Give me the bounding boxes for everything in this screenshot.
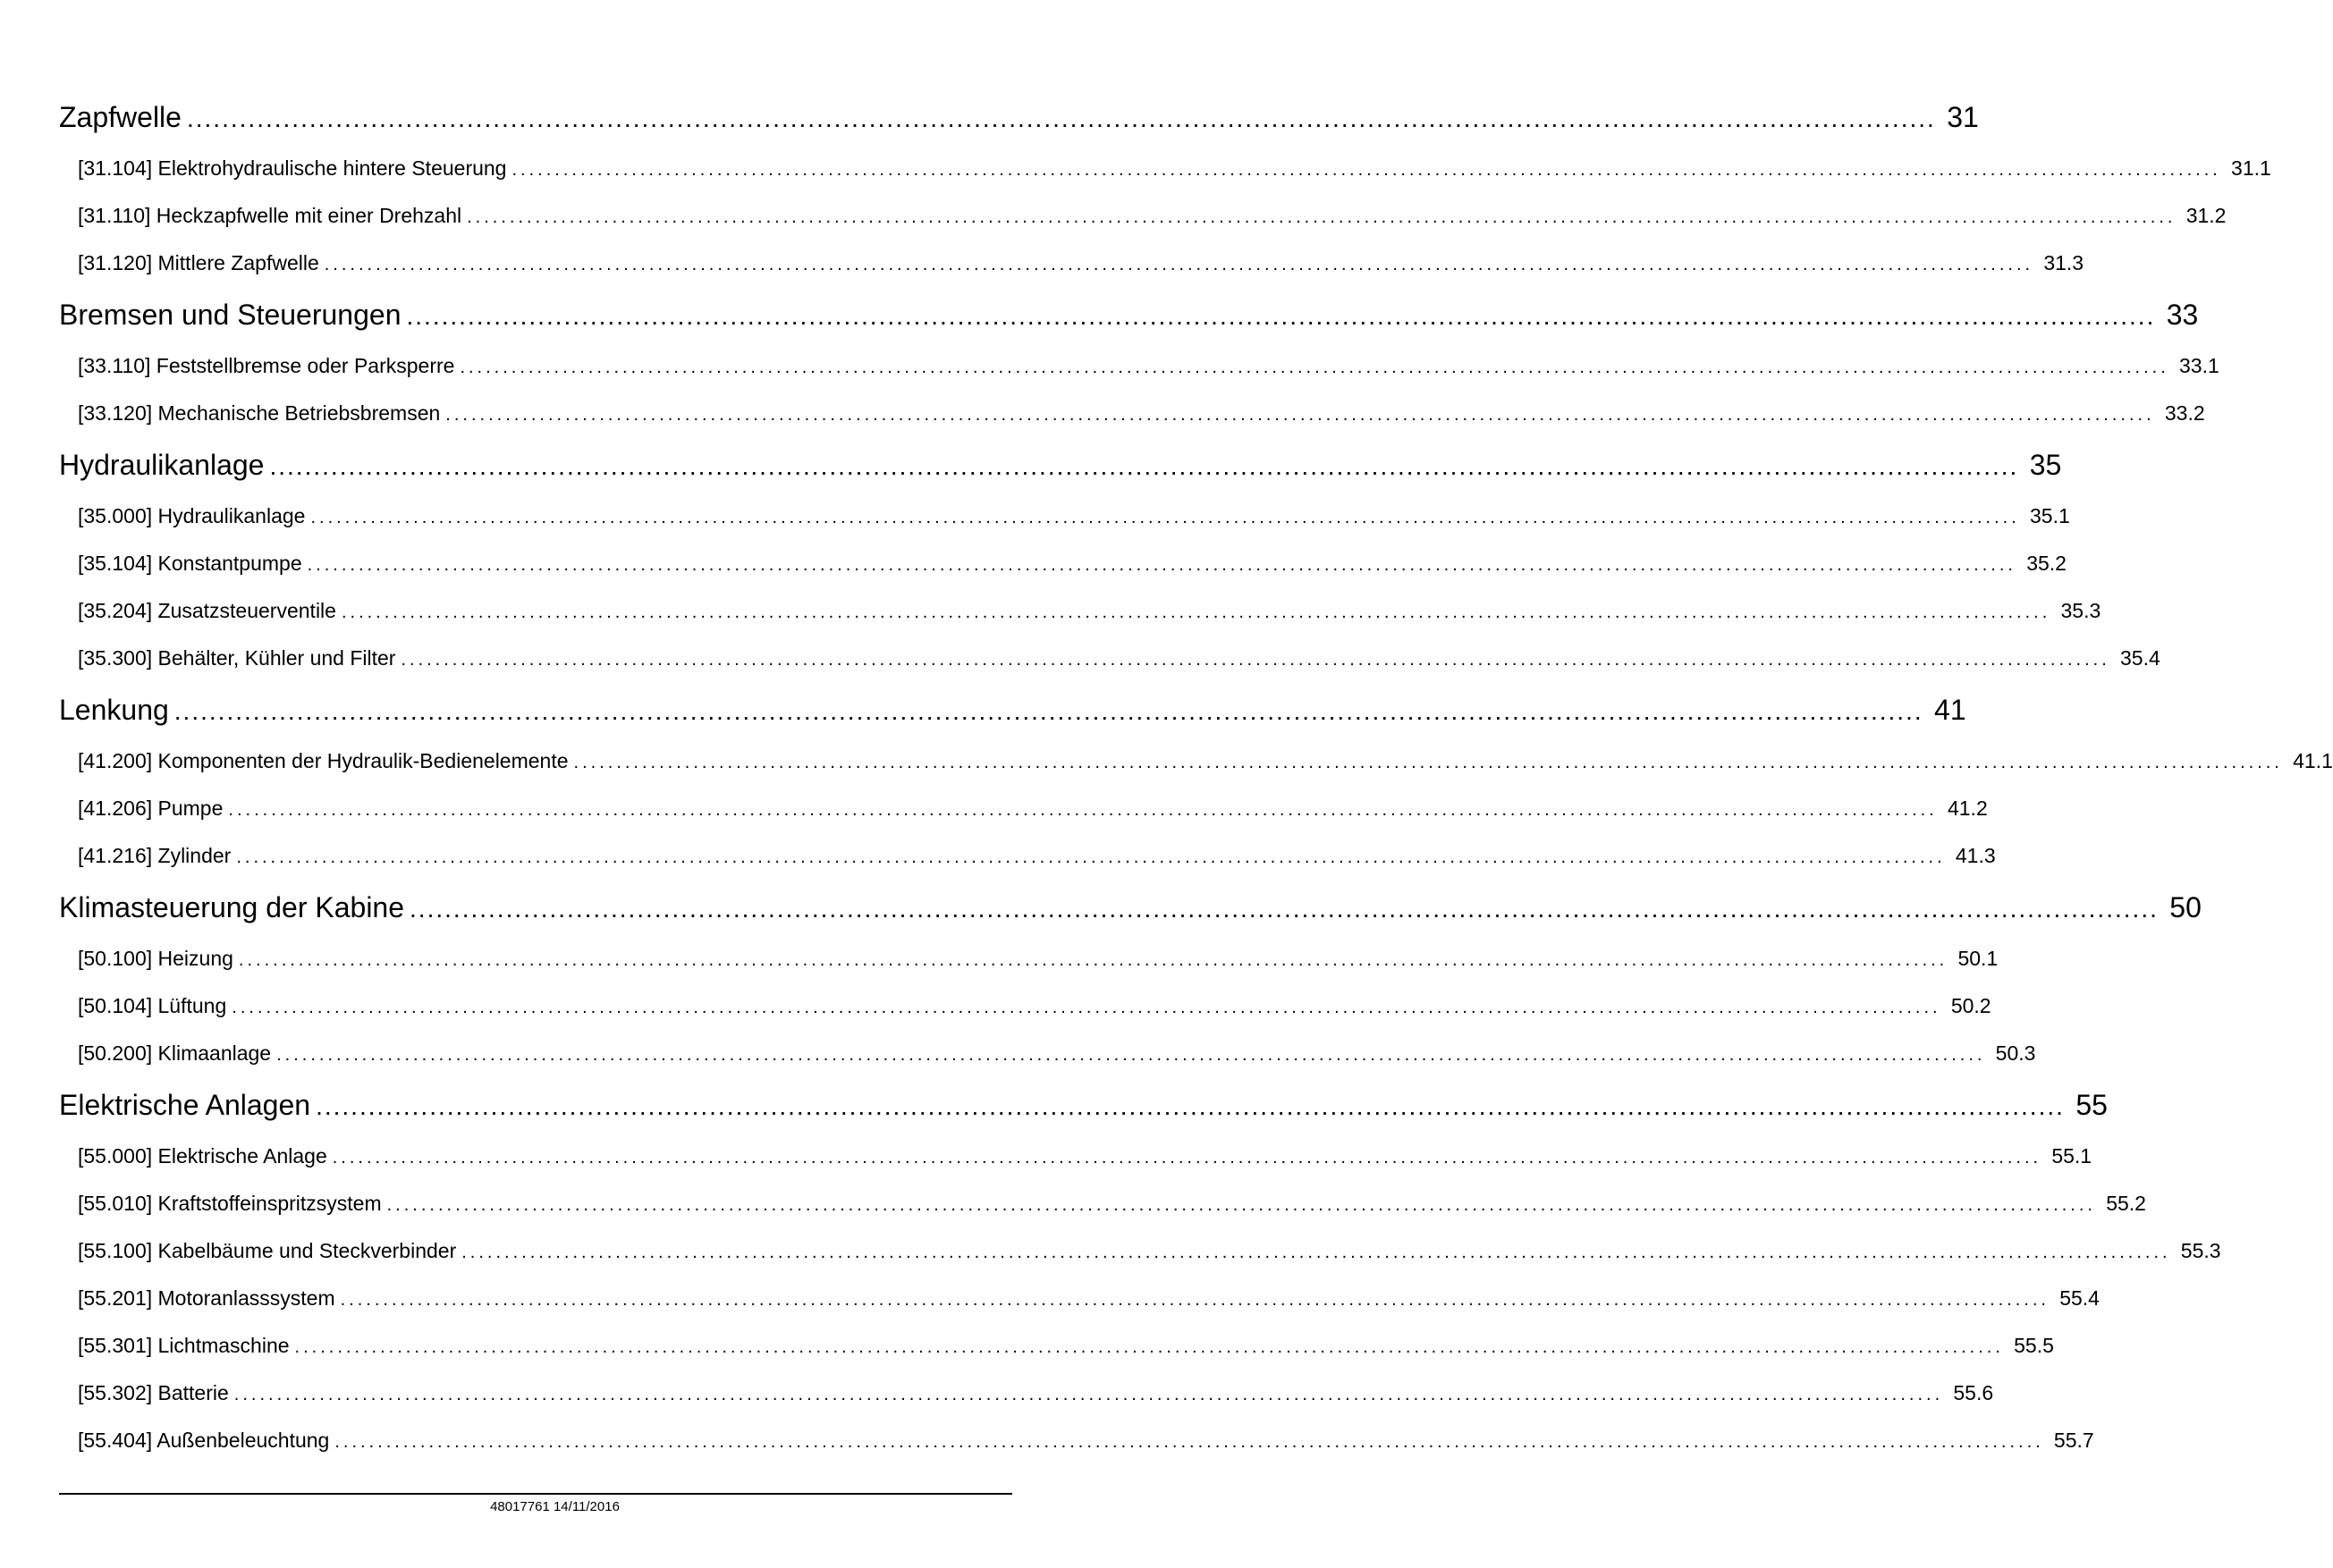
section-page-number: 50.2 xyxy=(1950,994,1991,1017)
toc-section-entry[interactable] xyxy=(59,635,2160,682)
section-page-number: 35.4 xyxy=(2120,646,2160,670)
section-title: [55.000] Elektrische Anlage xyxy=(78,1144,327,1168)
dot-leader: ........................................................................................................................................................................................................ xyxy=(573,753,2283,772)
dot-leader: ........................................................................................................................................................................................................ xyxy=(232,998,1941,1017)
toc-section-entry[interactable] xyxy=(59,1275,2100,1322)
chapter-title: Bremsen und Steuerungen xyxy=(59,299,402,331)
section-title: [35.204] Zusatzsteuerventile xyxy=(78,599,336,622)
dot-leader: ........................................................................................................................................................................................................ xyxy=(186,105,1936,132)
section-title: [55.010] Kraftstoffeinspritzsystem xyxy=(78,1192,382,1215)
dot-leader: ........................................................................................................................................................................................................ xyxy=(276,1045,1986,1065)
section-title: [35.300] Behälter, Kühler und Filter xyxy=(78,646,396,670)
section-title: [55.404] Außenbeleuchtung xyxy=(78,1429,330,1452)
toc-chapter-entry[interactable] xyxy=(59,1077,2108,1133)
toc-chapter-entry[interactable] xyxy=(59,89,1979,145)
section-page-number: 41.1 xyxy=(2293,749,2333,772)
toc-section-entry[interactable] xyxy=(59,390,2205,437)
section-page-number: 55.2 xyxy=(2106,1192,2146,1215)
section-page-number: 35.1 xyxy=(2030,504,2070,527)
dot-leader: ........................................................................................................................................................................................................ xyxy=(334,1432,2044,1452)
toc-section-entry[interactable] xyxy=(59,145,2271,192)
dot-leader: ........................................................................................................................................................................................................ xyxy=(324,255,2034,274)
dot-leader: ........................................................................................................................................................................................................ xyxy=(233,1385,1944,1404)
section-title: [55.301] Lichtmaschine xyxy=(78,1334,290,1357)
toc-section-entry[interactable] xyxy=(59,935,1999,982)
section-title: [31.120] Mittlere Zapfwelle xyxy=(78,251,319,274)
section-title: [50.100] Heizung xyxy=(78,947,233,970)
dot-leader: ........................................................................................................................................................................................................ xyxy=(294,1337,2004,1357)
section-title: [31.104] Elektrohydraulische hintere Steuerung xyxy=(78,156,507,180)
section-page-number: 55.7 xyxy=(2053,1429,2094,1452)
dot-leader: ........................................................................................................................................................................................................ xyxy=(461,1243,2171,1262)
section-title: [33.120] Mechanische Betriebsbremsen xyxy=(78,401,441,425)
toc-section-entry[interactable] xyxy=(59,738,2333,785)
dot-leader: ........................................................................................................................................................................................................ xyxy=(173,697,1923,725)
dot-leader: ........................................................................................................................................................................................................ xyxy=(341,603,2051,622)
toc-chapter-entry[interactable] xyxy=(59,437,2062,493)
dot-leader: ........................................................................................................................................................................................................ xyxy=(310,508,2020,527)
section-title: [41.200] Komponenten der Hydraulik-Bedienelemente xyxy=(78,749,569,772)
dot-leader: ........................................................................................................................................................................................................ xyxy=(269,452,2019,480)
section-page-number: 33.2 xyxy=(2164,401,2205,425)
section-title: [55.100] Kabelbäume und Steckverbinder xyxy=(78,1239,457,1262)
toc-section-entry[interactable] xyxy=(59,1180,2146,1227)
section-title: [41.216] Zylinder xyxy=(78,844,232,867)
chapter-page-number: 31 xyxy=(1947,101,1979,133)
section-title: [50.104] Lüftung xyxy=(78,994,227,1017)
toc-section-entry[interactable] xyxy=(59,1370,1994,1417)
chapter-title: Zapfwelle xyxy=(59,101,182,133)
chapter-title: Klimasteuerung der Kabine xyxy=(59,891,405,923)
section-page-number: 31.3 xyxy=(2043,251,2084,274)
chapter-page-number: 35 xyxy=(2029,449,2062,481)
dot-leader: ........................................................................................................................................................................................................ xyxy=(238,950,1948,970)
dot-leader: ........................................................................................................................................................................................................ xyxy=(401,650,2110,670)
section-title: [35.104] Konstantpumpe xyxy=(78,552,302,575)
toc-section-entry[interactable] xyxy=(59,785,1988,832)
toc-section-entry[interactable] xyxy=(59,540,2067,587)
chapter-title: Hydraulikanlage xyxy=(59,449,265,481)
toc-chapter-entry[interactable] xyxy=(59,682,1966,738)
toc-chapter-entry[interactable] xyxy=(59,287,2199,342)
dot-leader: ........................................................................................................................................................................................................ xyxy=(511,160,2221,180)
section-page-number: 50.3 xyxy=(1995,1041,2036,1065)
section-title: [41.206] Pumpe xyxy=(78,797,224,820)
toc-section-entry[interactable] xyxy=(59,587,2101,635)
dot-leader: ........................................................................................................................................................................................................ xyxy=(340,1290,2050,1310)
toc-section-entry[interactable] xyxy=(59,1030,2036,1077)
dot-leader: ........................................................................................................................................................................................................ xyxy=(316,1092,2065,1120)
dot-leader: ........................................................................................................................................................................................................ xyxy=(236,847,1946,867)
section-page-number: 41.3 xyxy=(1955,844,1996,867)
toc-chapter-entry[interactable] xyxy=(59,880,2202,935)
table-of-contents xyxy=(59,89,2333,1464)
footer-document-id: 48017761 14/11/2016 xyxy=(490,1499,620,1514)
section-title: [31.110] Heckzapfwelle mit einer Drehzahl xyxy=(78,204,462,227)
toc-section-entry[interactable] xyxy=(59,1133,2092,1180)
dot-leader: ........................................................................................................................................................................................................ xyxy=(228,800,1938,820)
chapter-page-number: 33 xyxy=(2166,299,2199,331)
toc-section-entry[interactable] xyxy=(59,1322,2054,1370)
section-page-number: 55.1 xyxy=(2051,1144,2092,1168)
dot-leader: ........................................................................................................................................................................................................ xyxy=(307,555,2016,575)
section-title: [35.000] Hydraulikanlage xyxy=(78,504,306,527)
section-page-number: 31.2 xyxy=(2185,204,2227,227)
section-title: [55.201] Motoranlasssystem xyxy=(78,1286,335,1310)
section-title: [55.302] Batterie xyxy=(78,1381,229,1404)
dot-leader: ........................................................................................................................................................................................................ xyxy=(460,358,2169,377)
dot-leader: ........................................................................................................................................................................................................ xyxy=(467,207,2177,227)
chapter-page-number: 50 xyxy=(2169,891,2202,923)
section-page-number: 31.1 xyxy=(2231,156,2271,180)
section-page-number: 50.1 xyxy=(1957,947,1999,970)
section-page-number: 55.6 xyxy=(1953,1381,1994,1404)
chapter-page-number: 41 xyxy=(1934,694,1966,726)
section-title: [50.200] Klimaanlage xyxy=(78,1041,272,1065)
footer-divider xyxy=(59,1493,1012,1495)
section-page-number: 55.5 xyxy=(2014,1334,2054,1357)
toc-section-entry[interactable] xyxy=(59,1227,2221,1275)
toc-section-entry[interactable] xyxy=(59,982,1991,1030)
toc-section-entry[interactable] xyxy=(59,1417,2094,1464)
section-page-number: 55.4 xyxy=(2059,1286,2100,1310)
chapter-page-number: 55 xyxy=(2075,1089,2108,1121)
dot-leader: ........................................................................................................................................................................................................ xyxy=(410,895,2159,923)
section-page-number: 35.3 xyxy=(2060,599,2101,622)
toc-section-entry[interactable] xyxy=(59,192,2227,240)
chapter-title: Elektrische Anlagen xyxy=(59,1089,311,1121)
chapter-title: Lenkung xyxy=(59,694,169,726)
toc-section-entry[interactable] xyxy=(59,493,2070,540)
section-title: [33.110] Feststellbremse oder Parksperre xyxy=(78,354,455,377)
dot-leader: ........................................................................................................................................................................................................ xyxy=(406,302,2156,330)
toc-section-entry[interactable] xyxy=(59,832,1996,880)
section-page-number: 33.1 xyxy=(2179,354,2219,377)
toc-section-entry[interactable] xyxy=(59,240,2084,287)
toc-section-entry[interactable] xyxy=(59,342,2219,390)
dot-leader: ........................................................................................................................................................................................................ xyxy=(386,1195,2096,1215)
dot-leader: ........................................................................................................................................................................................................ xyxy=(445,405,2155,425)
section-page-number: 35.2 xyxy=(2026,552,2067,575)
dot-leader: ........................................................................................................................................................................................................ xyxy=(332,1148,2042,1168)
section-page-number: 55.3 xyxy=(2180,1239,2221,1262)
section-page-number: 41.2 xyxy=(1947,797,1988,820)
